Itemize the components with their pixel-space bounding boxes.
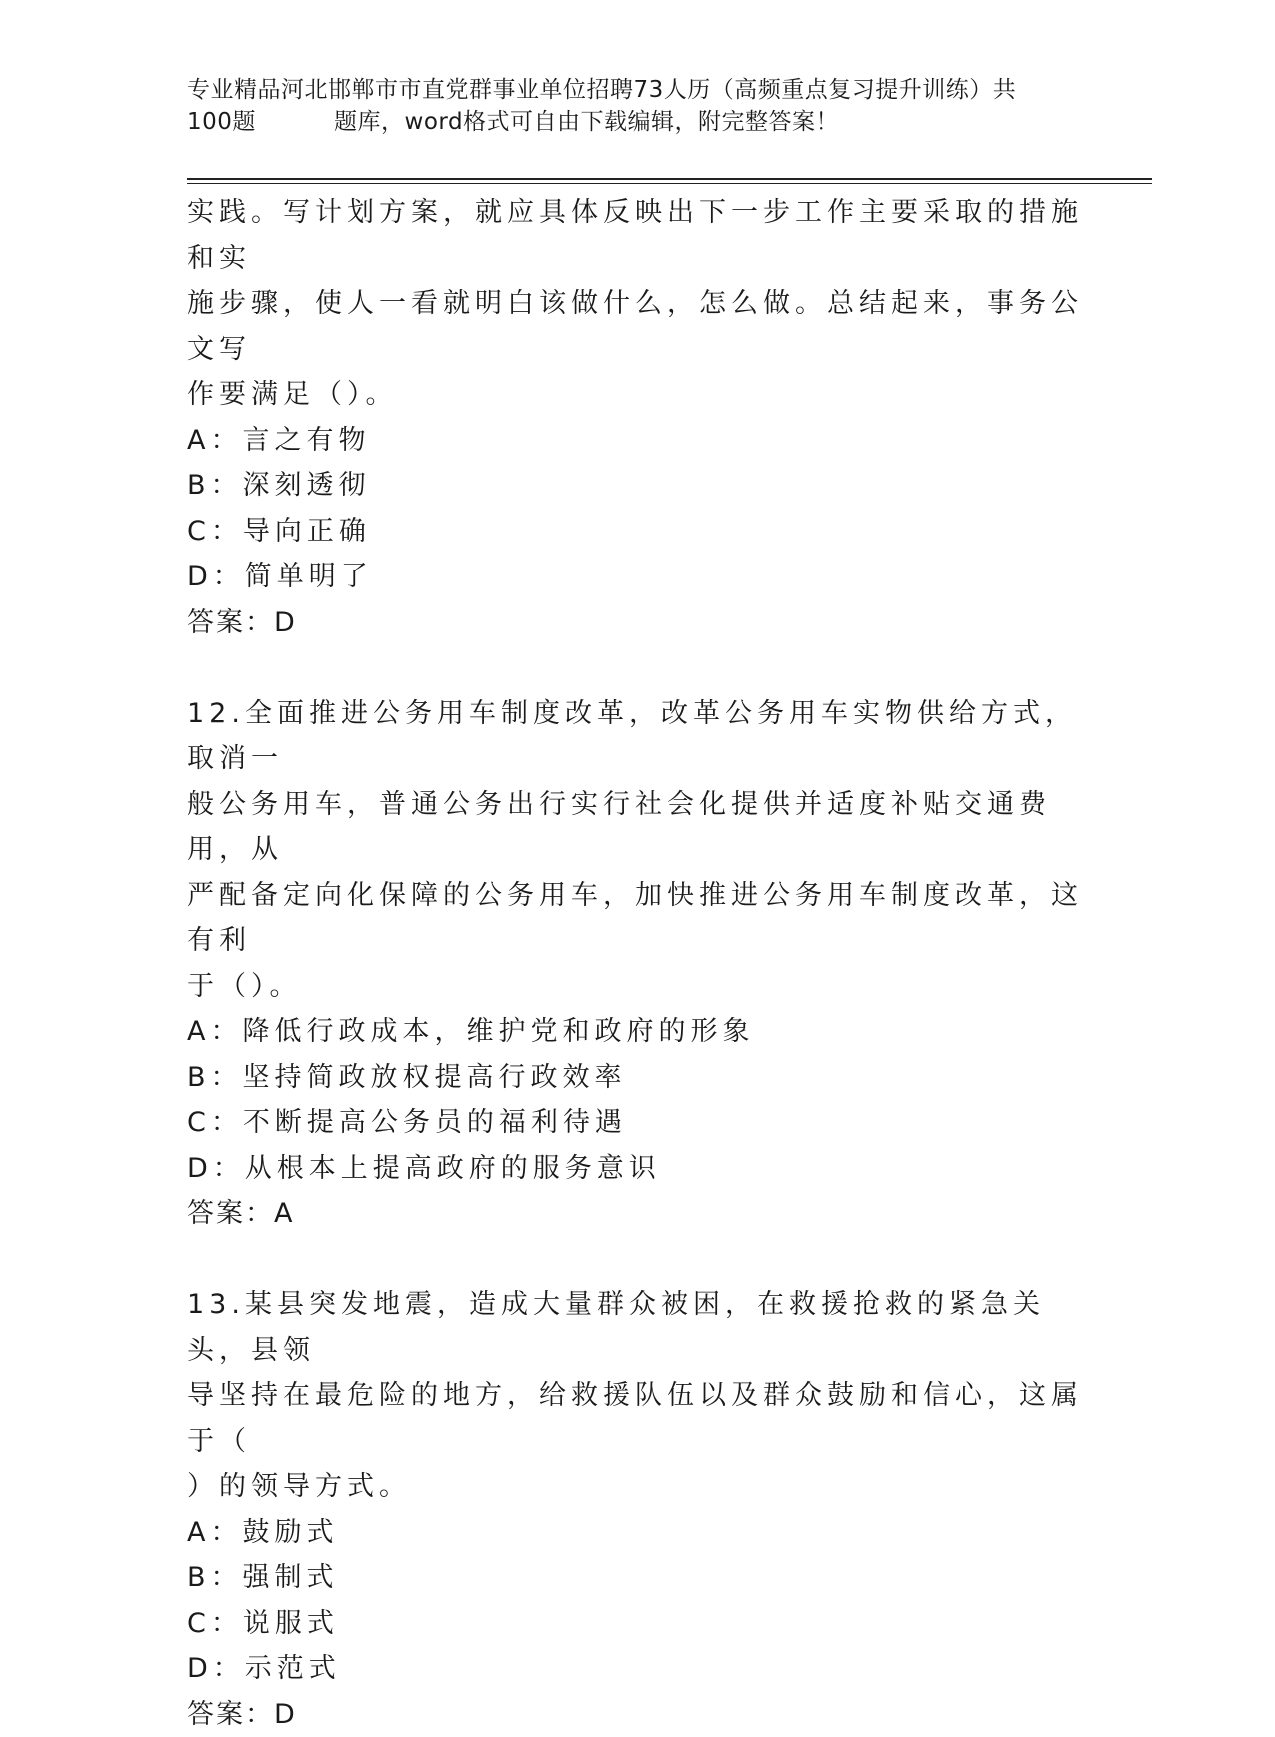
question-12-stem-line-1: 12.全面推进公务用车制度改革，改革公务用车实物供给方式，取消一 bbox=[187, 691, 1087, 782]
question-11-answer: 答案：D bbox=[187, 600, 1087, 646]
question-12-stem-line-4: 于（）。 bbox=[187, 964, 1087, 1010]
header-divider-thin bbox=[187, 183, 1152, 184]
document-header bbox=[187, 74, 1087, 138]
question-11-option-a: A：言之有物 bbox=[187, 418, 1087, 464]
question-12-stem-line-3: 严配备定向化保障的公务用车，加快推进公务用车制度改革，这有利 bbox=[187, 873, 1087, 964]
question-13-option-c: C：说服式 bbox=[187, 1601, 1087, 1647]
question-12-option-b: B：坚持简政放权提高行政效率 bbox=[187, 1055, 1087, 1101]
question-12-block bbox=[187, 691, 1087, 1237]
question-11-option-d: D：简单明了 bbox=[187, 554, 1087, 600]
question-11-stem-line-2: 施步骤，使人一看就明白该做什么，怎么做。总结起来，事务公文写 bbox=[187, 281, 1087, 372]
question-11-block bbox=[187, 190, 1087, 645]
question-12-option-c: C：不断提高公务员的福利待遇 bbox=[187, 1100, 1087, 1146]
question-12-option-d: D：从根本上提高政府的服务意识 bbox=[187, 1146, 1087, 1192]
question-13-stem-line-2: 导坚持在最危险的地方，给救援队伍以及群众鼓励和信心，这属于（ bbox=[187, 1373, 1087, 1464]
question-13-stem-line-3: ）的领导方式。 bbox=[187, 1464, 1087, 1510]
question-13-option-b: B：强制式 bbox=[187, 1555, 1087, 1601]
header-divider-thick bbox=[187, 178, 1152, 180]
spacer bbox=[187, 1237, 1087, 1283]
question-13-option-a: A：鼓励式 bbox=[187, 1510, 1087, 1556]
spacer bbox=[187, 645, 1087, 691]
question-11-option-b: B：深刻透彻 bbox=[187, 463, 1087, 509]
question-13-answer: 答案：D bbox=[187, 1692, 1087, 1737]
question-11-stem-line-1: 实践。写计划方案，就应具体反映出下一步工作主要采取的措施和实 bbox=[187, 190, 1087, 281]
question-13-stem-line-1: 13.某县突发地震，造成大量群众被困，在救援抢救的紧急关头，县领 bbox=[187, 1282, 1087, 1373]
question-12-stem-line-2: 般公务用车，普通公务出行实行社会化提供并适度补贴交通费用，从 bbox=[187, 782, 1087, 873]
question-13-option-d: D：示范式 bbox=[187, 1646, 1087, 1692]
question-13-block bbox=[187, 1282, 1087, 1737]
header-line-2: 100题 题库，word格式可自由下载编辑，附完整答案！ bbox=[187, 106, 1087, 138]
question-11-stem-line-3: 作要满足（）。 bbox=[187, 372, 1087, 418]
document-body bbox=[187, 190, 1087, 1737]
question-12-answer: 答案：A bbox=[187, 1191, 1087, 1237]
question-12-option-a: A：降低行政成本，维护党和政府的形象 bbox=[187, 1009, 1087, 1055]
header-line-1: 专业精品河北邯郸市市直党群事业单位招聘73人历（高频重点复习提升训练）共 bbox=[187, 74, 1087, 106]
question-11-option-c: C：导向正确 bbox=[187, 509, 1087, 555]
